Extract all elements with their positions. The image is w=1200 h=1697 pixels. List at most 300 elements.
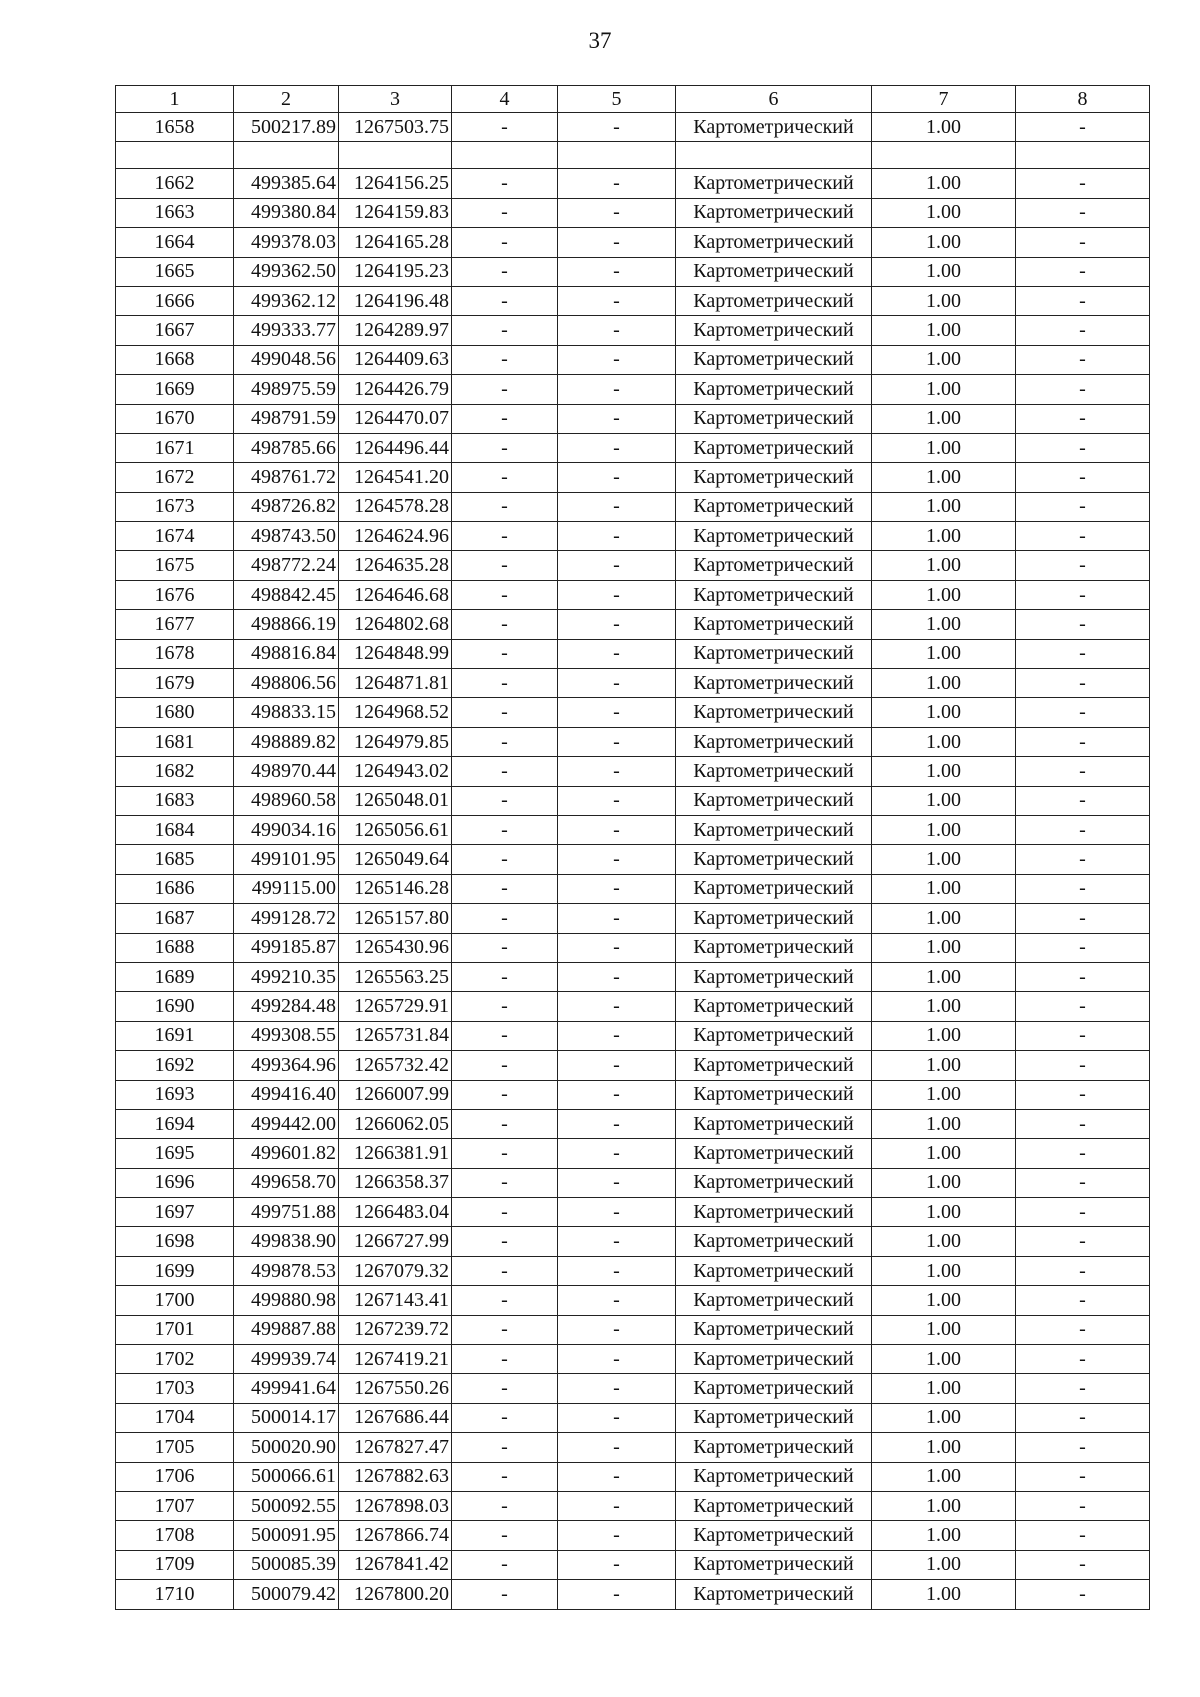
cell-col-8-value: - — [1016, 286, 1150, 315]
cell-col-8-value: - — [1016, 1345, 1150, 1374]
table-row — [116, 1491, 1150, 1520]
cell-col-4-value: - — [452, 113, 558, 142]
cell-col-4-value: - — [452, 1227, 558, 1256]
cell-point-number: 1700 — [116, 1286, 234, 1315]
cell-accuracy: 1.00 — [872, 1315, 1016, 1344]
cell-col-8-value: - — [1016, 433, 1150, 462]
cell-col-4-value: - — [452, 1433, 558, 1462]
cell-method: Картометрический — [676, 316, 872, 345]
cell-coord-x: 498761.72 — [234, 463, 339, 492]
cell-col-8-value: - — [1016, 1374, 1150, 1403]
cell-coord-y: 1264426.79 — [339, 375, 452, 404]
table-row — [116, 962, 1150, 991]
cell-method: Картометрический — [676, 1550, 872, 1579]
cell-coord-y: 1266381.91 — [339, 1139, 452, 1168]
cell-col-5-value: - — [558, 551, 676, 580]
cell-point-number: 1687 — [116, 904, 234, 933]
cell-accuracy: 1.00 — [872, 904, 1016, 933]
cell-col-4-value: - — [452, 1374, 558, 1403]
cell-coord-x: 498806.56 — [234, 669, 339, 698]
cell-coord-y: 1265048.01 — [339, 786, 452, 815]
cell-method — [676, 142, 872, 169]
cell-col-4-value: - — [452, 669, 558, 698]
cell-col-5-value: - — [558, 610, 676, 639]
cell-col-4-value: - — [452, 992, 558, 1021]
cell-col-4-value: - — [452, 1345, 558, 1374]
cell-point-number: 1685 — [116, 845, 234, 874]
table-row — [116, 874, 1150, 903]
cell-coord-x: 499364.96 — [234, 1051, 339, 1080]
cell-coord-x: 500066.61 — [234, 1462, 339, 1491]
cell-coord-x: 499308.55 — [234, 1021, 339, 1050]
cell-method: Картометрический — [676, 669, 872, 698]
table-row — [116, 1315, 1150, 1344]
cell-col-4-value: - — [452, 522, 558, 551]
cell-col-4-value: - — [452, 1286, 558, 1315]
table-row — [116, 551, 1150, 580]
cell-coord-y: 1267686.44 — [339, 1403, 452, 1432]
table-row — [116, 639, 1150, 668]
table-row — [116, 1198, 1150, 1227]
cell-point-number: 1671 — [116, 433, 234, 462]
cell-col-5-value: - — [558, 786, 676, 815]
cell-coord-x: 499210.35 — [234, 962, 339, 991]
cell-method: Картометрический — [676, 257, 872, 286]
cell-method: Картометрический — [676, 874, 872, 903]
cell-coord-x: 498833.15 — [234, 698, 339, 727]
cell-point-number: 1663 — [116, 198, 234, 227]
cell-method: Картометрический — [676, 904, 872, 933]
cell-method: Картометрический — [676, 1227, 872, 1256]
cell-col-5-value: - — [558, 845, 676, 874]
cell-point-number: 1668 — [116, 345, 234, 374]
cell-point-number: 1694 — [116, 1109, 234, 1138]
cell-col-4-value: - — [452, 580, 558, 609]
cell-accuracy: 1.00 — [872, 228, 1016, 257]
cell-accuracy: 1.00 — [872, 198, 1016, 227]
cell-coord-y: 1264802.68 — [339, 610, 452, 639]
table-row — [116, 1168, 1150, 1197]
cell-method: Картометрический — [676, 786, 872, 815]
cell-accuracy: 1.00 — [872, 698, 1016, 727]
cell-coord-y: 1264968.52 — [339, 698, 452, 727]
cell-coord-x: 498791.59 — [234, 404, 339, 433]
cell-coord-y: 1265430.96 — [339, 933, 452, 962]
cell-accuracy: 1.00 — [872, 1521, 1016, 1550]
cell-col-8-value: - — [1016, 316, 1150, 345]
cell-point-number: 1682 — [116, 757, 234, 786]
cell-coord-x: 498842.45 — [234, 580, 339, 609]
cell-accuracy: 1.00 — [872, 1580, 1016, 1609]
table-row — [116, 1256, 1150, 1285]
cell-point-number: 1672 — [116, 463, 234, 492]
cell-coord-x: 499333.77 — [234, 316, 339, 345]
table-row — [116, 757, 1150, 786]
cell-col-8-value: - — [1016, 904, 1150, 933]
cell-method: Картометрический — [676, 1462, 872, 1491]
column-header-1: 1 — [116, 86, 234, 113]
cell-coord-y: 1267800.20 — [339, 1580, 452, 1609]
table-row — [116, 1051, 1150, 1080]
cell-point-number: 1702 — [116, 1345, 234, 1374]
cell-accuracy: 1.00 — [872, 845, 1016, 874]
cell-point-number: 1666 — [116, 286, 234, 315]
table-row — [116, 1433, 1150, 1462]
cell-point-number: 1683 — [116, 786, 234, 815]
cell-accuracy: 1.00 — [872, 1550, 1016, 1579]
cell-coord-y: 1265729.91 — [339, 992, 452, 1021]
column-header-4: 4 — [452, 86, 558, 113]
cell-method: Картометрический — [676, 1345, 872, 1374]
cell-col-5-value: - — [558, 169, 676, 198]
cell-col-8-value: - — [1016, 198, 1150, 227]
table-row — [116, 933, 1150, 962]
cell-col-4-value: - — [452, 1109, 558, 1138]
cell-col-8-value: - — [1016, 257, 1150, 286]
cell-accuracy: 1.00 — [872, 786, 1016, 815]
cell-col-5-value: - — [558, 1198, 676, 1227]
cell-col-4-value: - — [452, 639, 558, 668]
cell-coord-y: 1264943.02 — [339, 757, 452, 786]
cell-point-number: 1667 — [116, 316, 234, 345]
cell-accuracy: 1.00 — [872, 404, 1016, 433]
cell-coord-y: 1264496.44 — [339, 433, 452, 462]
cell-coord-x: 499751.88 — [234, 1198, 339, 1227]
cell-method: Картометрический — [676, 463, 872, 492]
cell-method: Картометрический — [676, 522, 872, 551]
cell-method: Картометрический — [676, 1403, 872, 1432]
cell-coord-x: 498785.66 — [234, 433, 339, 462]
cell-coord-y — [339, 142, 452, 169]
cell-coord-y: 1265563.25 — [339, 962, 452, 991]
cell-point-number: 1710 — [116, 1580, 234, 1609]
cell-col-4-value: - — [452, 757, 558, 786]
cell-method: Картометрический — [676, 1139, 872, 1168]
cell-coord-y: 1266007.99 — [339, 1080, 452, 1109]
cell-col-5-value: - — [558, 375, 676, 404]
table-row — [116, 228, 1150, 257]
cell-col-5-value: - — [558, 1521, 676, 1550]
cell-col-5-value: - — [558, 522, 676, 551]
cell-coord-x: 499101.95 — [234, 845, 339, 874]
cell-coord-x: 499034.16 — [234, 815, 339, 844]
cell-coord-x: 499442.00 — [234, 1109, 339, 1138]
cell-col-4-value: - — [452, 228, 558, 257]
table-row — [116, 1345, 1150, 1374]
cell-col-4-value: - — [452, 375, 558, 404]
cell-method: Картометрический — [676, 1168, 872, 1197]
cell-col-5-value: - — [558, 874, 676, 903]
table-row — [116, 610, 1150, 639]
table-row — [116, 786, 1150, 815]
cell-coord-y: 1267143.41 — [339, 1286, 452, 1315]
cell-coord-y: 1264541.20 — [339, 463, 452, 492]
cell-accuracy: 1.00 — [872, 727, 1016, 756]
cell-point-number: 1680 — [116, 698, 234, 727]
cell-col-4-value: - — [452, 904, 558, 933]
cell-col-8-value: - — [1016, 992, 1150, 1021]
cell-method: Картометрический — [676, 1080, 872, 1109]
cell-col-8-value: - — [1016, 1080, 1150, 1109]
cell-col-8-value: - — [1016, 1198, 1150, 1227]
table-row — [116, 257, 1150, 286]
cell-method: Картометрический — [676, 1051, 872, 1080]
cell-col-4-value: - — [452, 962, 558, 991]
cell-method: Картометрический — [676, 1021, 872, 1050]
cell-coord-y: 1267550.26 — [339, 1374, 452, 1403]
cell-coord-x: 499838.90 — [234, 1227, 339, 1256]
cell-point-number: 1669 — [116, 375, 234, 404]
table-body — [116, 113, 1150, 1610]
column-header-5: 5 — [558, 86, 676, 113]
cell-point-number: 1701 — [116, 1315, 234, 1344]
cell-coord-x: 500085.39 — [234, 1550, 339, 1579]
cell-coord-x: 500217.89 — [234, 113, 339, 142]
cell-accuracy: 1.00 — [872, 610, 1016, 639]
cell-coord-y: 1267898.03 — [339, 1491, 452, 1520]
cell-col-8-value: - — [1016, 404, 1150, 433]
cell-accuracy: 1.00 — [872, 1051, 1016, 1080]
cell-col-4-value: - — [452, 551, 558, 580]
cell-col-4-value: - — [452, 1580, 558, 1609]
cell-method: Картометрический — [676, 1491, 872, 1520]
cell-point-number: 1708 — [116, 1521, 234, 1550]
cell-col-5-value: - — [558, 1109, 676, 1138]
cell-method: Картометрический — [676, 228, 872, 257]
table-row — [116, 169, 1150, 198]
cell-coord-x: 499185.87 — [234, 933, 339, 962]
cell-col-4-value: - — [452, 1139, 558, 1168]
table-row — [116, 345, 1150, 374]
cell-col-4-value: - — [452, 1491, 558, 1520]
cell-method: Картометрический — [676, 198, 872, 227]
cell-col-8-value: - — [1016, 1521, 1150, 1550]
cell-method: Картометрический — [676, 1109, 872, 1138]
cell-col-5-value: - — [558, 113, 676, 142]
cell-col-5-value: - — [558, 669, 676, 698]
cell-point-number: 1709 — [116, 1550, 234, 1579]
cell-point-number: 1662 — [116, 169, 234, 198]
column-header-7: 7 — [872, 86, 1016, 113]
cell-col-8-value: - — [1016, 933, 1150, 962]
cell-coord-x: 498772.24 — [234, 551, 339, 580]
cell-col-5-value: - — [558, 257, 676, 286]
cell-method: Картометрический — [676, 113, 872, 142]
cell-accuracy: 1.00 — [872, 1109, 1016, 1138]
cell-col-4-value: - — [452, 169, 558, 198]
cell-point-number: 1678 — [116, 639, 234, 668]
cell-col-4-value: - — [452, 492, 558, 521]
cell-coord-y: 1264624.96 — [339, 522, 452, 551]
cell-col-8-value: - — [1016, 580, 1150, 609]
cell-col-5-value: - — [558, 1080, 676, 1109]
cell-point-number: 1686 — [116, 874, 234, 903]
cell-accuracy: 1.00 — [872, 1491, 1016, 1520]
cell-col-5-value: - — [558, 815, 676, 844]
cell-point-number: 1693 — [116, 1080, 234, 1109]
table-row — [116, 992, 1150, 1021]
cell-col-4-value: - — [452, 786, 558, 815]
cell-col-5-value: - — [558, 198, 676, 227]
table-row — [116, 433, 1150, 462]
cell-col-8-value: - — [1016, 727, 1150, 756]
cell-accuracy: 1.00 — [872, 1198, 1016, 1227]
cell-method: Картометрический — [676, 962, 872, 991]
cell-coord-y: 1264159.83 — [339, 198, 452, 227]
table-row — [116, 316, 1150, 345]
cell-col-8-value: - — [1016, 1315, 1150, 1344]
cell-point-number: 1704 — [116, 1403, 234, 1432]
cell-coord-x: 498743.50 — [234, 522, 339, 551]
cell-col-8-value: - — [1016, 228, 1150, 257]
cell-col-5-value: - — [558, 580, 676, 609]
cell-point-number: 1697 — [116, 1198, 234, 1227]
cell-coord-x: 500092.55 — [234, 1491, 339, 1520]
cell-col-8-value: - — [1016, 1139, 1150, 1168]
cell-col-8-value: - — [1016, 1021, 1150, 1050]
table-row — [116, 845, 1150, 874]
cell-col-8-value: - — [1016, 757, 1150, 786]
cell-point-number: 1696 — [116, 1168, 234, 1197]
cell-point-number: 1695 — [116, 1139, 234, 1168]
cell-col-8-value: - — [1016, 1256, 1150, 1285]
cell-col-5-value: - — [558, 286, 676, 315]
cell-col-5-value: - — [558, 1580, 676, 1609]
cell-col-4-value: - — [452, 1462, 558, 1491]
cell-coord-y: 1265731.84 — [339, 1021, 452, 1050]
cell-method: Картометрический — [676, 1315, 872, 1344]
cell-accuracy: 1.00 — [872, 874, 1016, 903]
cell-accuracy: 1.00 — [872, 1433, 1016, 1462]
cell-col-5-value: - — [558, 727, 676, 756]
cell-col-5-value: - — [558, 1286, 676, 1315]
cell-accuracy: 1.00 — [872, 1139, 1016, 1168]
cell-coord-y: 1264578.28 — [339, 492, 452, 521]
cell-col-5-value: - — [558, 492, 676, 521]
table-row — [116, 286, 1150, 315]
cell-coord-x: 500020.90 — [234, 1433, 339, 1462]
cell-coord-x: 499048.56 — [234, 345, 339, 374]
cell-coord-y: 1264848.99 — [339, 639, 452, 668]
cell-coord-y: 1264470.07 — [339, 404, 452, 433]
cell-col-8-value: - — [1016, 1227, 1150, 1256]
cell-col-8-value: - — [1016, 669, 1150, 698]
cell-coord-x: 498889.82 — [234, 727, 339, 756]
cell-col-8-value: - — [1016, 1168, 1150, 1197]
cell-coord-x: 499284.48 — [234, 992, 339, 1021]
cell-col-5-value: - — [558, 404, 676, 433]
cell-col-8-value: - — [1016, 698, 1150, 727]
table-row — [116, 1403, 1150, 1432]
cell-accuracy: 1.00 — [872, 933, 1016, 962]
cell-point-number: 1665 — [116, 257, 234, 286]
cell-col-4-value: - — [452, 1256, 558, 1285]
cell-coord-x: 499362.50 — [234, 257, 339, 286]
cell-coord-x: 500014.17 — [234, 1403, 339, 1432]
table-row — [116, 1021, 1150, 1050]
table-row — [116, 815, 1150, 844]
cell-col-5-value: - — [558, 1433, 676, 1462]
cell-method: Картометрический — [676, 1256, 872, 1285]
cell-method: Картометрический — [676, 375, 872, 404]
cell-accuracy: 1.00 — [872, 551, 1016, 580]
cell-col-8-value: - — [1016, 551, 1150, 580]
table-header-row — [116, 86, 1150, 113]
cell-coord-y: 1266727.99 — [339, 1227, 452, 1256]
cell-accuracy: 1.00 — [872, 1021, 1016, 1050]
cell-method: Картометрический — [676, 404, 872, 433]
cell-accuracy: 1.00 — [872, 1256, 1016, 1285]
cell-accuracy: 1.00 — [872, 345, 1016, 374]
cell-accuracy: 1.00 — [872, 463, 1016, 492]
cell-accuracy — [872, 142, 1016, 169]
cell-method: Картометрический — [676, 1286, 872, 1315]
cell-coord-x: 499601.82 — [234, 1139, 339, 1168]
cell-col-5-value: - — [558, 1315, 676, 1344]
cell-coord-y: 1266483.04 — [339, 1198, 452, 1227]
cell-coord-y: 1264646.68 — [339, 580, 452, 609]
cell-coord-x: 500079.42 — [234, 1580, 339, 1609]
cell-col-8-value — [1016, 142, 1150, 169]
cell-method: Картометрический — [676, 1433, 872, 1462]
table-row — [116, 580, 1150, 609]
cell-accuracy: 1.00 — [872, 669, 1016, 698]
cell-point-number: 1675 — [116, 551, 234, 580]
cell-method: Картометрический — [676, 610, 872, 639]
cell-coord-x: 498975.59 — [234, 375, 339, 404]
table-row — [116, 1462, 1150, 1491]
cell-accuracy: 1.00 — [872, 962, 1016, 991]
cell-col-8-value: - — [1016, 345, 1150, 374]
cell-col-8-value: - — [1016, 1491, 1150, 1520]
cell-method: Картометрический — [676, 727, 872, 756]
cell-col-5-value: - — [558, 1462, 676, 1491]
cell-point-number: 1692 — [116, 1051, 234, 1080]
cell-accuracy: 1.00 — [872, 1080, 1016, 1109]
cell-coord-x: 498726.82 — [234, 492, 339, 521]
table-row — [116, 1286, 1150, 1315]
cell-col-5-value: - — [558, 228, 676, 257]
cell-col-4-value: - — [452, 1051, 558, 1080]
cell-col-8-value: - — [1016, 1403, 1150, 1432]
column-header-8: 8 — [1016, 86, 1150, 113]
cell-point-number: 1703 — [116, 1374, 234, 1403]
cell-coord-x: 499385.64 — [234, 169, 339, 198]
cell-col-5-value: - — [558, 1051, 676, 1080]
cell-point-number: 1705 — [116, 1433, 234, 1462]
cell-point-number: 1684 — [116, 815, 234, 844]
cell-accuracy: 1.00 — [872, 815, 1016, 844]
cell-coord-x: 499128.72 — [234, 904, 339, 933]
cell-method: Картометрический — [676, 698, 872, 727]
cell-coord-x: 499378.03 — [234, 228, 339, 257]
cell-col-8-value: - — [1016, 375, 1150, 404]
cell-col-5-value: - — [558, 1168, 676, 1197]
cell-accuracy: 1.00 — [872, 522, 1016, 551]
cell-col-4-value: - — [452, 1080, 558, 1109]
cell-coord-y: 1267503.75 — [339, 113, 452, 142]
cell-point-number: 1691 — [116, 1021, 234, 1050]
cell-col-4-value: - — [452, 198, 558, 227]
cell-accuracy: 1.00 — [872, 375, 1016, 404]
cell-accuracy: 1.00 — [872, 1403, 1016, 1432]
cell-coord-y: 1264871.81 — [339, 669, 452, 698]
cell-col-5-value: - — [558, 639, 676, 668]
cell-method: Картометрический — [676, 433, 872, 462]
cell-col-8-value: - — [1016, 1286, 1150, 1315]
table-row — [116, 142, 1150, 169]
cell-col-5-value: - — [558, 463, 676, 492]
